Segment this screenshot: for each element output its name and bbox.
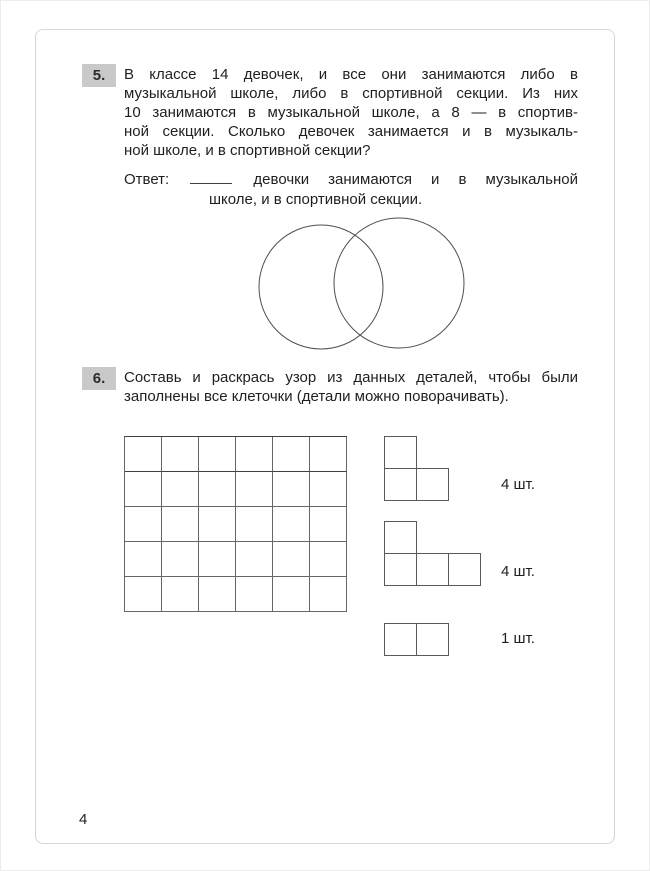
grid-cell: [236, 577, 273, 612]
text-line: В классе 14 девочек, и все они занимаются либо в: [124, 66, 578, 83]
grid-cell: [310, 577, 347, 612]
grid-cell: [125, 507, 162, 542]
grid-cell: [310, 472, 347, 507]
grid-cell: [236, 472, 273, 507]
grid-cell: [125, 542, 162, 577]
grid-cell: [273, 577, 310, 612]
piece-corner-triomino: [384, 436, 482, 502]
piece-l-tetromino: [384, 521, 482, 587]
grid-cell: [310, 542, 347, 577]
grid-cell: [273, 542, 310, 577]
grid-cell: [162, 577, 199, 612]
answer-text-line: девочки занимаются и в музыкальной: [253, 171, 578, 188]
text-line: музыкальной школе, либо в спортивной секции. Из них: [124, 85, 578, 102]
piece-count-label: 4 шт.: [501, 476, 535, 493]
piece-domino: [384, 623, 450, 657]
venn-circle-right: [334, 218, 464, 348]
grid-cell: [125, 577, 162, 612]
grid-cell: [273, 437, 310, 472]
grid-cell: [236, 542, 273, 577]
grid-cell: [162, 437, 199, 472]
task-5-number: 5.: [82, 64, 116, 87]
grid-cell: [199, 507, 236, 542]
grid-cell: [199, 472, 236, 507]
grid-cell: [273, 507, 310, 542]
pieces-column: [384, 436, 619, 671]
piece-count-label: 4 шт.: [501, 563, 535, 580]
venn-circle-left: [259, 225, 383, 349]
answer-label: Ответ:: [124, 171, 170, 188]
piece-row: [384, 436, 535, 502]
text-line: заполнены все клеточки (детали можно поворачивать).: [124, 388, 509, 405]
piece-count-label: 1 шт.: [501, 630, 535, 647]
answer-text-line: школе, и в спортивной секции.: [209, 190, 423, 208]
task-6-text: [124, 368, 578, 406]
grid-cell: [162, 472, 199, 507]
grid-cell: [236, 437, 273, 472]
text-line: 10 занимаются в музыкальной школе, а 8 — в спортив-: [124, 104, 578, 121]
grid-cell: [125, 437, 162, 472]
grid-cell: [162, 507, 199, 542]
piece-row: [384, 521, 535, 587]
grid-cell: [273, 472, 310, 507]
task-5-text: [124, 65, 578, 160]
answer-block: [124, 170, 578, 209]
page-number: 4: [79, 811, 88, 828]
grid-cell: [310, 437, 347, 472]
piece-row: [384, 623, 535, 657]
task-6-number: 6.: [82, 367, 116, 390]
grid-cell: [310, 507, 347, 542]
text-line: Составь и раскрась узор из данных деталей, чтобы были: [124, 369, 578, 386]
grid-cell: [199, 542, 236, 577]
text-line: ной школе, и в спортивной секции?: [124, 142, 371, 159]
answer-blank: [190, 172, 232, 184]
grid-cell: [125, 472, 162, 507]
grid-cell: [199, 577, 236, 612]
venn-diagram: [253, 213, 473, 358]
grid-cell: [236, 507, 273, 542]
grid-cell: [162, 542, 199, 577]
text-line: ной секции. Сколько девочек занимается и в музыкаль-: [124, 123, 578, 140]
puzzle-grid: [124, 436, 347, 612]
grid-cell: [199, 437, 236, 472]
